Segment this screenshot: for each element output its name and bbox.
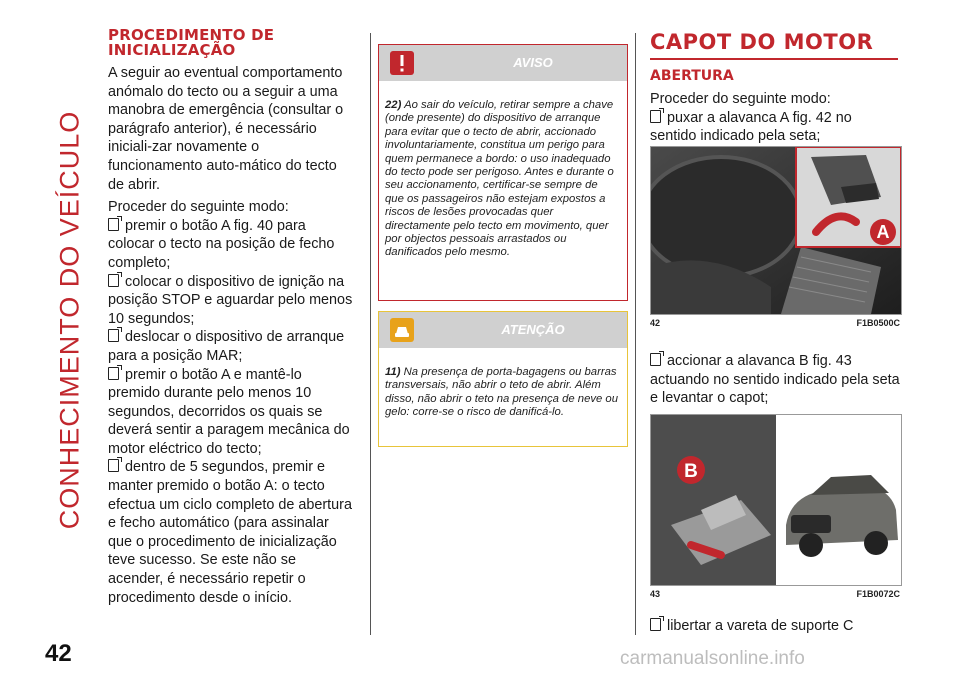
checkbox-bullet-icon xyxy=(108,274,119,287)
watermark-text: carmanualsonline.info xyxy=(620,648,805,669)
heading-line-1: PROCEDIMENTO DE xyxy=(108,26,275,44)
checkbox-bullet-icon xyxy=(650,618,661,631)
column-divider xyxy=(370,33,371,635)
column-divider xyxy=(635,33,636,635)
list-item-text: colocar o dispositivo de ignição na posição STOP e aguardar pelo menos 10 segundos; xyxy=(108,273,353,327)
column-initialization xyxy=(108,28,353,607)
list-item xyxy=(108,458,353,607)
list-item-text: dentro de 5 segundos, premir e manter premido o botão A: o tecto efectua um ciclo completo de abertura e fecho automático (para assinalar que o procedimento de inicialização teve sucesso. Se este não se acender, é necessário repetir o procedimento desde o início. xyxy=(108,459,352,606)
list-item xyxy=(108,273,353,329)
callout-label-b: B xyxy=(684,461,698,482)
caution-text: Na presença de porta-bagagens ou barras transversais, não abrir o teto de abrir. Além disso, não abrir o teto na presença de neve ou gelo: corre-se o risco de danificá-lo. xyxy=(385,366,618,419)
intro-paragraph: A seguir ao eventual comportamento anómalo do tecto ou a seguir a uma manobra de emergência (consultar o parágrafo anterior), é necessário iniciali-zar novamente o funcionamento auto-mático do tecto de abrir. xyxy=(108,65,344,193)
figure-code: F1B0072C xyxy=(856,589,900,599)
page-number: 42 xyxy=(45,640,72,667)
section-heading-hood: CAPOT DO MOTOR xyxy=(650,30,874,54)
list-item xyxy=(650,617,900,636)
warning-ref: 22) xyxy=(385,99,402,111)
subheading-opening: ABERTURA xyxy=(650,68,734,84)
figure-code: F1B0500C xyxy=(856,318,900,328)
list-item xyxy=(108,366,353,459)
chapter-side-title xyxy=(50,20,90,620)
proceed-text: Proceder do seguinte modo: xyxy=(650,91,831,107)
callout-label-a: A xyxy=(876,222,890,242)
caution-ref: 11) xyxy=(385,366,401,378)
list-item xyxy=(108,217,353,273)
figure-42-image xyxy=(650,146,902,315)
list-item xyxy=(650,109,900,146)
figure-number: 43 xyxy=(650,589,661,599)
hood-release-lever-illustration xyxy=(651,147,901,314)
caution-header xyxy=(379,312,627,348)
column-hood xyxy=(650,30,900,146)
caution-body xyxy=(379,348,627,420)
figure-43-image xyxy=(650,414,902,586)
list-item-text: puxar a alavanca A fig. 42 no sentido indicado pela seta; xyxy=(650,109,852,145)
warning-header xyxy=(379,45,627,81)
checkbox-bullet-icon xyxy=(108,329,119,342)
hood-latch-illustration xyxy=(651,415,901,585)
checkbox-bullet-icon xyxy=(650,353,661,366)
proceed-text: Proceder do seguinte modo: xyxy=(108,199,289,216)
figure-number: 42 xyxy=(650,318,661,328)
bullet-lever-b xyxy=(650,352,900,408)
list-item-text: premir o botão A fig. 40 para colocar o tecto na posição de fecho completo; xyxy=(108,217,335,271)
checkbox-bullet-icon xyxy=(650,110,661,123)
list-item-text: accionar a alavanca B fig. 43 actuando no sentido indicado pela seta e levantar o capot; xyxy=(650,353,900,407)
warning-box xyxy=(378,44,628,301)
checkbox-bullet-icon xyxy=(108,459,119,472)
checkbox-bullet-icon xyxy=(108,367,119,380)
checkbox-bullet-icon xyxy=(108,218,119,231)
list-item-text: premir o botão A e mantê-lo premido durante pelo menos 10 segundos, decorridos os quais se deverá sentir a paragem mecânica do motor eléctrico do tecto; xyxy=(108,366,350,457)
heading-rule xyxy=(650,58,898,60)
caution-title: ATENÇÃO xyxy=(501,322,565,337)
caution-box xyxy=(378,311,628,447)
warning-body xyxy=(379,81,627,260)
warning-text: Ao sair do veículo, retirar sempre a chave (onde presente) do dispositivo de arranque para evitar que o tecto de abrir, accionado involuntariamente, constitua um perigo para quem permanece a bordo: o uso inadequado do tecto pode ser perigoso. Antes e durante o seu accionamento, certificar-se sempre de que os passageiros não estejam expostos a riscos de lesões provocadas quer directamente pelo tecto em movimento, quer por objectos pessoais arrastados ou danificados pelo mesmo. xyxy=(385,99,614,259)
list-item xyxy=(650,352,900,408)
heading-line-2: INICIALIZAÇÃO xyxy=(108,41,236,59)
chapter-side-title-text: CONHECIMENTO DO VEÍCULO xyxy=(54,110,85,530)
list-item-text: libertar a vareta de suporte C xyxy=(667,618,854,634)
section-heading-initialization xyxy=(108,28,353,58)
list-item-text: deslocar o dispositivo de arranque para a posição MAR; xyxy=(108,329,345,364)
warning-title: AVISO xyxy=(513,55,553,70)
list-item xyxy=(108,328,353,365)
bullet-rod-c xyxy=(650,617,900,636)
